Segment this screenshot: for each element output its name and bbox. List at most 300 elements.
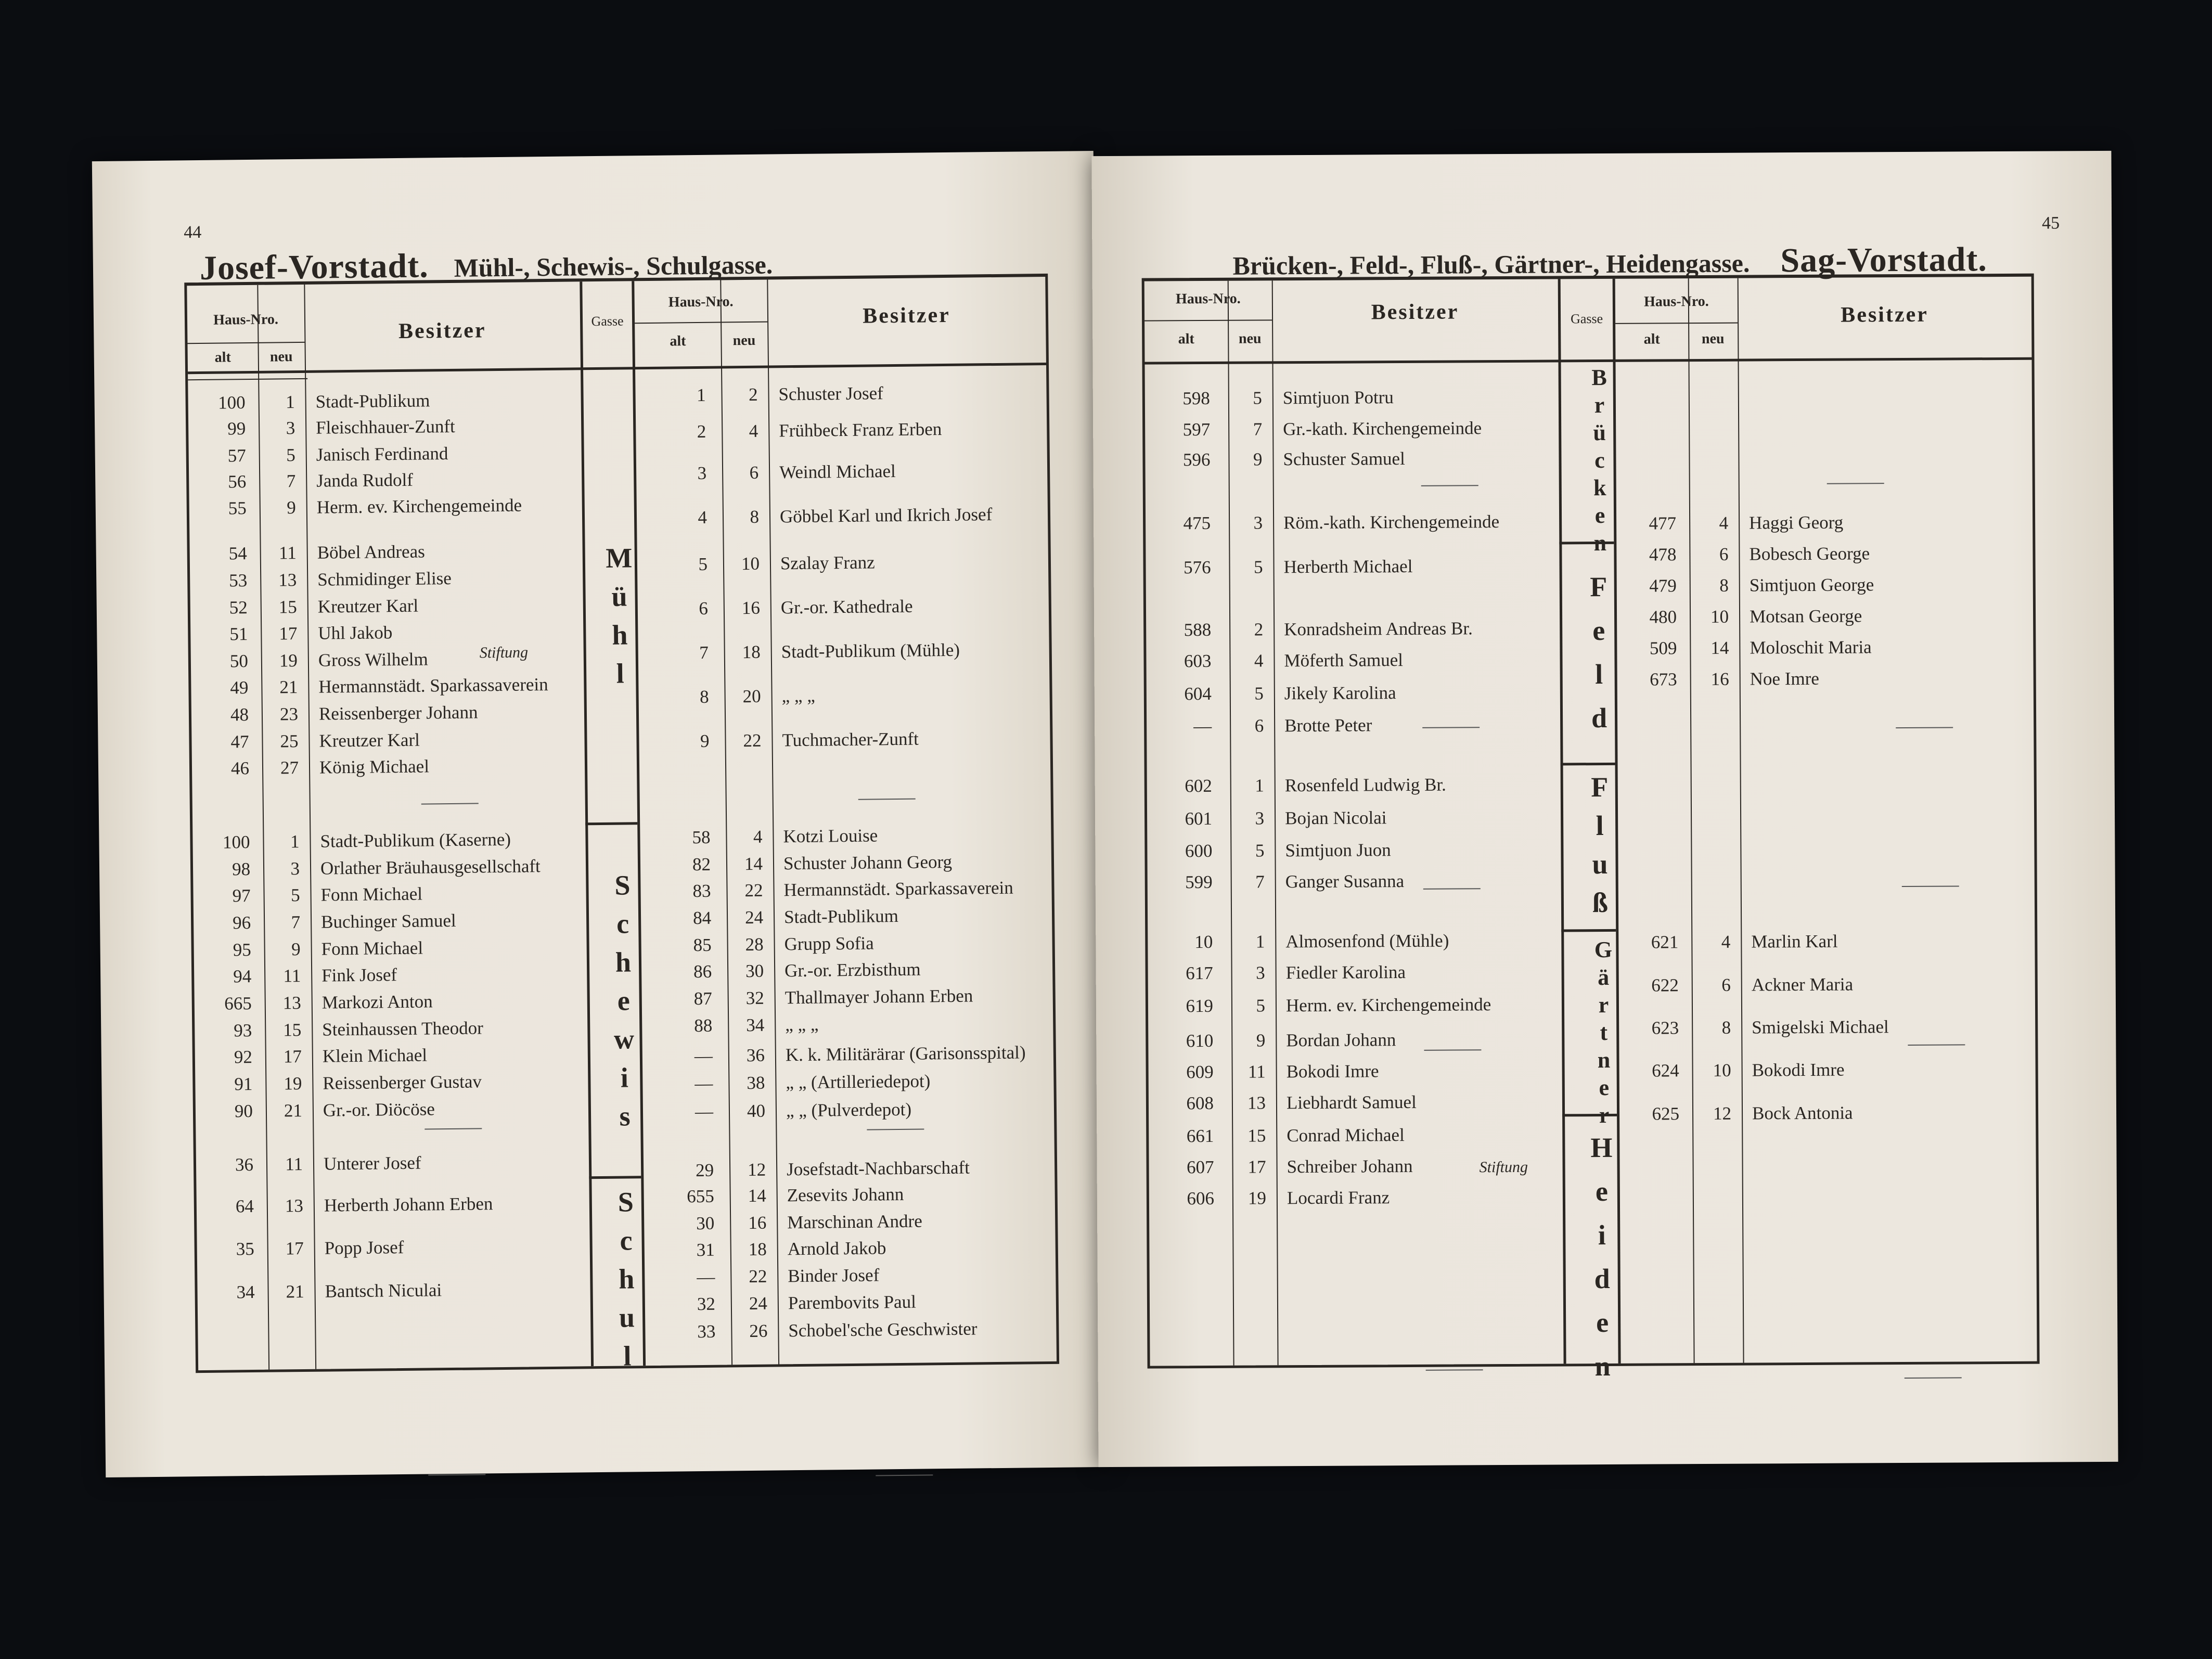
header-besitzer-2: Besitzer (862, 303, 951, 328)
house-number-new: 5 (1256, 995, 1266, 1016)
house-number-new: 23 (279, 704, 299, 725)
house-number-old: 88 (694, 1015, 713, 1036)
house-number-new: 14 (744, 853, 763, 874)
house-number-old: 29 (695, 1160, 714, 1181)
house-number-old: 33 (697, 1321, 716, 1342)
owner-name: Janisch Ferdinand (316, 443, 448, 465)
house-number-old: 480 (1649, 607, 1677, 627)
house-number-old: 1 (696, 384, 706, 406)
stiftung-note: Stiftung (1479, 1158, 1528, 1176)
house-number-old: 87 (693, 988, 712, 1009)
street-label-feld: Feld (1583, 571, 1615, 747)
house-number-new: 17 (1248, 1156, 1266, 1177)
header-neu-2: neu (1701, 330, 1725, 348)
house-number-new: 5 (1253, 557, 1263, 577)
house-number-old: — (697, 1266, 715, 1288)
street-label-schul: Schul (610, 1186, 644, 1379)
table-row (1149, 1056, 2036, 1087)
house-number-old: 608 (1186, 1092, 1214, 1114)
table-row (1145, 442, 2032, 474)
house-number-new: 38 (747, 1072, 765, 1094)
house-number-new: 1 (285, 392, 295, 413)
header-alt-2: alt (1643, 331, 1660, 348)
house-number-old: — (695, 1073, 713, 1094)
house-number-old: 2 (697, 421, 706, 442)
table-row (1149, 1099, 2036, 1130)
house-number-new: 5 (1255, 840, 1265, 861)
owner-name: Schmidinger Elise (317, 568, 452, 590)
house-number-old: 93 (234, 1020, 252, 1041)
table-row (1146, 539, 2033, 571)
house-number-old: 34 (236, 1281, 255, 1303)
district-title: Josef-Vorstadt. (199, 247, 429, 287)
owner-name: Reissenberger Johann (318, 702, 478, 724)
header-alt: alt (1178, 331, 1194, 348)
house-number-new: 4 (1719, 512, 1729, 533)
owner-name: Gr.-kath. Kirchengemeinde (1283, 418, 1482, 440)
house-number-new: 10 (1713, 1060, 1731, 1081)
house-number-new: 17 (283, 1046, 302, 1067)
table-row (1145, 381, 2032, 413)
owner-name: Fonn Michael (320, 883, 423, 905)
owner-name: Klein Michael (322, 1045, 428, 1066)
house-number-new: 2 (1254, 619, 1264, 640)
house-number-new: 7 (291, 912, 301, 933)
house-number-old: 625 (1652, 1103, 1680, 1124)
house-number-old: 623 (1651, 1018, 1679, 1038)
owner-name: Gr.-or. Erzbisthum (784, 959, 921, 981)
owner-name: Möferth Samuel (1284, 650, 1404, 671)
house-number-old: 95 (233, 940, 251, 960)
house-number-old: 478 (1649, 544, 1677, 565)
header-besitzer-2: Besitzer (1841, 302, 1928, 327)
owner-name: Schreiber Johann (1287, 1155, 1413, 1177)
table-row (1147, 664, 2034, 696)
register-table (184, 274, 1059, 1379)
street-label-gaertner: Gärtner (1590, 936, 1617, 1130)
owner-name: Almosenfond (Mühle) (1285, 930, 1449, 952)
house-number-new: 19 (279, 650, 298, 671)
owner-name: Thallmayer Johann Erben (785, 985, 973, 1008)
header-neu-2: neu (732, 332, 756, 349)
house-number-old: 57 (227, 445, 246, 466)
table-row (1148, 927, 2035, 959)
house-number-old: 55 (228, 498, 247, 519)
house-number-new: 14 (748, 1185, 766, 1206)
house-number-old: 82 (692, 854, 711, 875)
owner-name: Motsan George (1749, 606, 1862, 627)
house-number-old: 7 (699, 642, 709, 663)
section-divider (867, 1129, 924, 1130)
header-gasse: Gasse (1570, 311, 1603, 327)
street-label-bruecken: Brücken (1586, 364, 1613, 558)
house-number-new: 19 (284, 1073, 302, 1094)
house-number-old: 509 (1649, 638, 1677, 659)
table-row (1149, 1181, 2036, 1213)
house-number-old: 609 (1186, 1061, 1214, 1083)
house-number-new: 8 (750, 506, 760, 527)
house-number-old: 92 (234, 1047, 253, 1068)
owner-name: Janda Rudolf (316, 469, 414, 491)
house-number-new: 21 (284, 1100, 303, 1121)
table-row (1147, 709, 2034, 740)
house-number-old: 477 (1649, 513, 1677, 534)
house-number-new: 7 (1253, 419, 1263, 440)
house-number-old: 84 (692, 907, 712, 929)
house-number-old: 596 (1182, 449, 1211, 470)
owner-name: Liebhardt Samuel (1286, 1091, 1417, 1113)
owner-name: Stadt-Publikum (Mühle) (781, 639, 960, 662)
house-number-old: 49 (230, 677, 249, 698)
owner-name: Kotzi Louise (783, 825, 878, 847)
right-page (1091, 151, 2118, 1467)
house-number-old: 599 (1185, 871, 1213, 893)
owner-name: Zesevits Johann (787, 1184, 904, 1206)
house-number-new: 9 (287, 497, 296, 518)
house-number-old: 475 (1183, 512, 1211, 534)
owner-name: Parembovits Paul (788, 1291, 917, 1314)
section-divider (858, 799, 916, 800)
house-number-old: 673 (1650, 669, 1677, 690)
owner-name: Hermannstädt. Sparkassaverein (783, 877, 1013, 901)
header-alt-2: alt (670, 333, 686, 350)
house-number-old: 610 (1186, 1030, 1214, 1051)
house-number-old: 601 (1185, 808, 1213, 829)
header-besitzer: Besitzer (1371, 300, 1459, 325)
house-number-old: 56 (228, 471, 247, 492)
header-neu: neu (1238, 330, 1262, 347)
house-number-new: 15 (278, 597, 297, 618)
owner-name: Schuster Johann Georg (783, 851, 953, 874)
house-number-old: 58 (692, 827, 711, 848)
page-number: 45 (2042, 213, 2060, 233)
house-number-new: 6 (1719, 544, 1729, 564)
house-number-new: 12 (747, 1159, 766, 1180)
house-number-old: 50 (229, 651, 249, 672)
owner-name: Herberth Michael (1283, 556, 1413, 577)
owner-name: Unterer Josef (323, 1152, 421, 1174)
house-number-old: 603 (1184, 650, 1212, 672)
owner-name: Kreutzer Karl (319, 729, 420, 751)
house-number-old: 617 (1186, 962, 1213, 984)
house-number-new: 5 (1254, 683, 1264, 704)
house-number-old: 6 (699, 598, 709, 619)
owner-name: K. k. Militärärar (Garisonsspital) (785, 1042, 1026, 1065)
house-number-new: 11 (1248, 1061, 1266, 1082)
house-number-old: 607 (1186, 1156, 1214, 1178)
header-gasse: Gasse (591, 313, 624, 329)
owner-name: Bordan Johann (1286, 1030, 1396, 1051)
house-number-new: 36 (746, 1045, 765, 1066)
header-haus-nro-2: Haus-Nro. (1643, 293, 1709, 310)
house-number-old: 90 (234, 1101, 253, 1122)
house-number-new: 20 (742, 686, 761, 707)
table-row (1146, 571, 2033, 602)
house-number-new: 32 (745, 987, 764, 1009)
owner-name: Schobel'sche Geschwister (788, 1318, 978, 1341)
house-number-new: 10 (1710, 606, 1729, 627)
house-number-new: 18 (748, 1239, 767, 1260)
house-number-new: 19 (1248, 1188, 1267, 1208)
house-number-new: 16 (748, 1212, 767, 1233)
house-number-old: 52 (229, 597, 248, 618)
house-number-old: 54 (228, 543, 247, 564)
table-row (1148, 1013, 2035, 1045)
house-number-old: — (1193, 715, 1212, 737)
owner-name: Schuster Josef (778, 383, 883, 405)
owner-name: Schuster Samuel (1283, 448, 1405, 470)
section-divider (1426, 1369, 1483, 1371)
page-number: 44 (184, 222, 202, 242)
owner-name: Böbel Andreas (317, 541, 425, 563)
owner-name: Josefstadt-Nachbarschaft (786, 1157, 970, 1180)
house-number-new: 11 (283, 966, 301, 986)
house-number-old: 622 (1651, 975, 1679, 996)
owner-name: Arnold Jakob (787, 1238, 886, 1259)
owner-name: Fink Josef (321, 964, 397, 986)
house-number-new: 7 (286, 471, 296, 492)
house-number-new: 17 (279, 623, 298, 644)
street-label-heiden: Heiden (1586, 1131, 1618, 1395)
owner-name: Bokodi Imre (1752, 1059, 1845, 1081)
owner-name: Fiedler Karolina (1285, 962, 1406, 983)
owner-name: Simtjuon George (1749, 574, 1874, 596)
owner-name: Ganger Susanna (1285, 871, 1405, 892)
owner-name: Stadt-Publikum (783, 905, 899, 928)
street-list: Mühl-, Schewis-, Schulgasse. (454, 250, 773, 282)
house-number-old: 10 (1194, 931, 1213, 953)
house-number-old: 597 (1182, 419, 1211, 440)
house-number-new: 14 (1711, 637, 1729, 658)
house-number-new: 5 (286, 445, 295, 466)
house-number-new: 34 (746, 1014, 765, 1036)
house-number-old: 91 (234, 1074, 253, 1095)
house-number-new: 4 (1721, 931, 1731, 952)
header-haus-nro: Haus-Nro. (213, 311, 279, 328)
house-number-old: 51 (229, 624, 248, 645)
street-list: Brücken-, Feld-, Fluß-, Gärtner-, Heidengasse. (1232, 248, 1750, 280)
owner-name: Orlather Bräuhausgesellschaft (320, 856, 541, 879)
owner-name: Buchinger Samuel (320, 910, 456, 932)
house-number-new: 9 (1253, 449, 1263, 470)
table-row (1148, 865, 2035, 896)
house-number-old: 32 (697, 1293, 716, 1315)
house-number-old: 86 (693, 961, 712, 982)
owner-name: Binder Josef (788, 1265, 880, 1287)
owner-name: Hermannstädt. Sparkassaverein (318, 674, 548, 697)
house-number-old: 94 (233, 966, 252, 987)
house-number-old: 665 (224, 993, 252, 1014)
owner-name: Rosenfeld Ludwig Br. (1284, 774, 1446, 796)
district-title: Sag-Vorstadt. (1780, 240, 1988, 280)
owner-name: Stadt-Publikum (315, 390, 430, 412)
owner-name: König Michael (319, 756, 430, 778)
house-number-old: 479 (1649, 575, 1677, 596)
owner-name: Göbbel Karl und Ikrich Josef (779, 504, 993, 527)
section-divider (1827, 483, 1884, 484)
house-number-new: 28 (745, 934, 764, 955)
house-number-new: 15 (283, 1020, 302, 1040)
house-number-old: 598 (1182, 388, 1210, 409)
house-number-old: 606 (1187, 1188, 1215, 1209)
table-row (1146, 633, 2033, 665)
owner-name: „ „ „ (785, 1014, 819, 1035)
house-number-old: 31 (696, 1239, 715, 1261)
house-number-new: 16 (741, 597, 761, 619)
house-number-new: 4 (1254, 650, 1264, 671)
owner-name: Markozi Anton (321, 991, 433, 1013)
stiftung-note: Stiftung (479, 644, 529, 662)
owner-name: Moloschit Maria (1750, 637, 1872, 658)
owner-name: Bantsch Niculai (325, 1280, 442, 1302)
table-row (1147, 768, 2034, 800)
owner-name: Herm. ev. Kirchengemeinde (316, 495, 522, 518)
house-number-old: 85 (693, 934, 712, 956)
register-table (1142, 274, 2040, 1395)
house-number-new: 24 (749, 1293, 768, 1314)
house-number-old: 36 (235, 1154, 254, 1175)
owner-name: Röm.-kath. Kirchengemeinde (1283, 511, 1500, 533)
street-label-muehl: Mühl (603, 542, 636, 697)
owner-name: Popp Josef (324, 1237, 404, 1258)
house-number-new: 11 (285, 1154, 303, 1175)
owner-name: „ „ (Artilleriedepot) (786, 1071, 931, 1093)
house-number-new: 1 (290, 831, 300, 852)
house-number-new: 1 (1255, 931, 1265, 952)
house-number-new: 22 (749, 1266, 767, 1287)
section-divider (1905, 1377, 1962, 1379)
owner-name: Smigelski Michael (1752, 1017, 1889, 1038)
section-divider (425, 1128, 482, 1129)
house-number-old: 48 (230, 704, 249, 725)
house-number-old: 99 (227, 418, 246, 439)
house-number-old: 100 (222, 832, 250, 853)
owner-name: Konradsheim Andreas Br. (1284, 618, 1473, 640)
owner-name: Simtjuon Juon (1285, 840, 1391, 861)
owner-name: Weindl Michael (779, 461, 896, 483)
house-number-new: 22 (743, 730, 762, 751)
house-number-new: 16 (1711, 668, 1729, 689)
owner-name: Herberth Johann Erben (324, 1193, 493, 1216)
house-number-old: 8 (699, 686, 709, 707)
house-number-old: 100 (217, 392, 246, 413)
house-number-new: 13 (1247, 1092, 1266, 1113)
owner-name: Tuchmacher-Zunft (782, 728, 919, 751)
section-divider (1421, 485, 1478, 486)
owner-name: „ „ (Pulverdepot) (786, 1099, 912, 1121)
owner-name: Szalay Franz (780, 552, 875, 574)
house-number-new: 7 (1255, 871, 1265, 892)
house-number-new: 13 (278, 570, 297, 590)
header-haus-nro-2: Haus-Nro. (668, 293, 734, 311)
owner-name: Reissenberger Gustav (323, 1071, 482, 1094)
owner-name: Herm. ev. Kirchengemeinde (1285, 994, 1491, 1016)
table-row (1149, 1150, 2036, 1181)
house-number-old: — (694, 1045, 713, 1066)
owner-name: Fonn Michael (321, 937, 423, 959)
house-number-new: 2 (748, 384, 758, 405)
table-row (1146, 508, 2033, 540)
house-number-new: 13 (285, 1195, 304, 1216)
house-number-old: 661 (1186, 1125, 1214, 1147)
owner-name: Bojan Nicolai (1284, 807, 1387, 829)
house-number-new: 21 (286, 1281, 304, 1302)
house-number-old: 53 (229, 570, 248, 591)
house-number-old: 588 (1184, 619, 1212, 640)
section-divider (421, 803, 479, 804)
section-divider (876, 1474, 933, 1476)
house-number-new: 6 (1721, 974, 1731, 995)
owner-name: Conrad Michael (1287, 1125, 1405, 1146)
owner-name: Brotte Peter (1284, 715, 1372, 736)
owner-name: Haggi Georg (1749, 512, 1844, 533)
house-number-old: 35 (236, 1238, 254, 1259)
owner-name: Gross Wilhelm (318, 649, 428, 671)
house-number-new: 6 (1254, 715, 1264, 736)
table-row (1147, 833, 2034, 865)
house-number-old: 47 (230, 731, 249, 752)
house-number-new: 25 (280, 731, 299, 752)
house-number-old: — (695, 1101, 714, 1122)
house-number-old: 46 (230, 758, 250, 779)
owner-name: Jikely Karolina (1284, 683, 1396, 704)
owner-name: Grupp Sofia (784, 933, 874, 955)
street-label-fluss: Fluß (1584, 771, 1616, 926)
owner-name: Gr.-or. Kathedrale (780, 596, 913, 618)
house-number-new: 11 (278, 543, 297, 563)
house-number-old: 83 (692, 880, 711, 902)
house-number-new: 10 (741, 553, 760, 574)
table-row (1147, 801, 2034, 833)
house-number-new: 3 (1253, 512, 1263, 533)
owner-name: Stadt-Publikum (Kaserne) (320, 829, 511, 852)
owner-name: Locardi Franz (1287, 1187, 1390, 1208)
house-number-new: 4 (749, 420, 758, 441)
owner-name: Kreutzer Karl (317, 595, 419, 617)
owner-name: Marschinan Andre (787, 1211, 922, 1233)
owner-name: Uhl Jakob (318, 622, 393, 644)
owner-name: Frühbeck Franz Erben (779, 419, 942, 441)
house-number-new: 12 (1713, 1103, 1732, 1124)
house-number-new: 17 (285, 1238, 304, 1259)
house-number-old: 64 (235, 1196, 254, 1217)
house-number-old: 619 (1186, 995, 1214, 1017)
house-number-old: 602 (1185, 775, 1212, 796)
house-number-new: 40 (747, 1100, 766, 1122)
owner-name: Simtjuon Potru (1282, 387, 1394, 408)
house-number-new: 8 (1721, 1017, 1731, 1038)
house-number-new: 6 (749, 462, 759, 483)
header-haus-nro: Haus-Nro. (1175, 290, 1241, 307)
table-row (1148, 970, 2035, 1002)
owner-name: „ „ „ (781, 685, 815, 706)
section-divider (428, 1474, 485, 1475)
house-number-new: 5 (1253, 388, 1262, 408)
house-number-new: 3 (1256, 962, 1265, 983)
house-number-old: 621 (1651, 932, 1679, 953)
owner-name: Ackner Maria (1751, 974, 1854, 995)
header-neu: neu (269, 349, 293, 365)
house-number-new: 24 (744, 907, 764, 928)
house-number-old: 655 (686, 1186, 714, 1207)
house-number-old: 604 (1184, 683, 1212, 704)
owner-name: Bokodi Imre (1286, 1061, 1379, 1082)
owner-name: Fleischhauer-Zunft (315, 416, 455, 438)
house-number-new: 9 (1256, 1030, 1266, 1051)
house-number-new: 30 (745, 960, 764, 982)
owner-name: Bobesch George (1749, 543, 1870, 564)
house-number-new: 21 (279, 677, 298, 698)
